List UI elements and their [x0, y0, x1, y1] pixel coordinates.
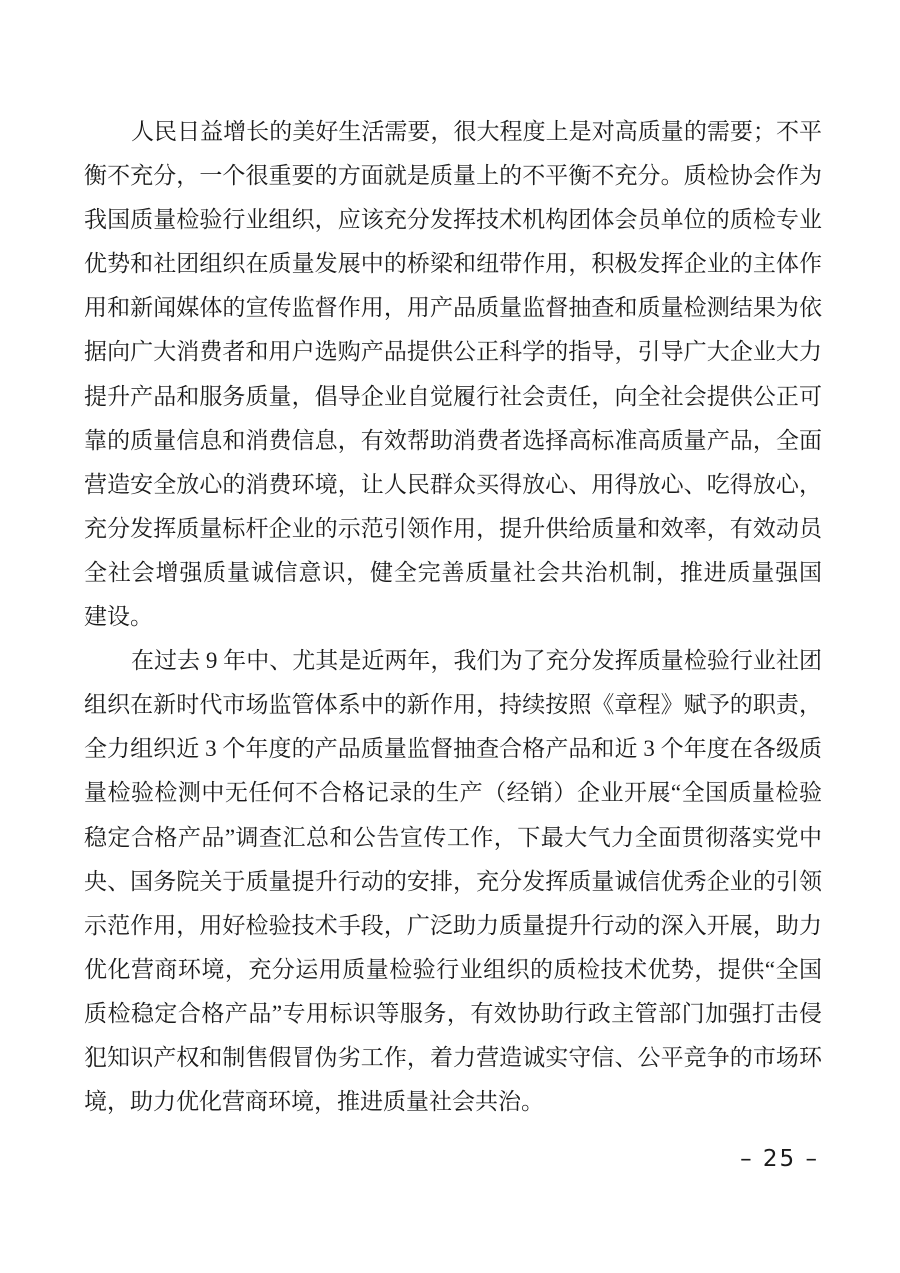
text-line: 在过去 9 年中、尤其是近两年，我们为了充分发挥质量检验行业社团 [131, 648, 822, 674]
text-line: 提升产品和服务质量，倡导企业自觉履行社会责任，向全社会提供公正可 [84, 383, 822, 409]
text-line: 优势和社团组织在质量发展中的桥梁和纽带作用，积极发挥企业的主体作 [84, 251, 822, 277]
text-line: 全力组织近 3 个年度的产品质量监督抽查合格产品和近 3 个年度在各级质 [84, 736, 822, 762]
text-line: 组织在新时代市场监管体系中的新作用，持续按照《章程》赋予的职责， [84, 692, 822, 718]
text-line: 质检稳定合格产品”专用标识等服务，有效协助行政主管部门加强打击侵 [84, 1000, 822, 1026]
text-line: 衡不充分，一个很重要的方面就是质量上的不平衡不充分。质检协会作为 [84, 163, 822, 189]
page-number: – 25 – [740, 1146, 819, 1172]
text-line: 全社会增强质量诚信意识，健全完善质量社会共治机制，推进质量强国 [84, 559, 822, 585]
text-line: 量检验检测中无任何不合格记录的生产（经销）企业开展“全国质量检验 [84, 780, 822, 806]
text-line: 我国质量检验行业组织，应该充分发挥技术机构团体会员单位的质检专业 [84, 207, 822, 233]
text-line: 央、国务院关于质量提升行动的安排，充分发挥质量诚信优秀企业的引领 [84, 868, 822, 894]
text-line: 营造安全放心的消费环境，让人民群众买得放心、用得放心、吃得放心， [84, 471, 822, 497]
text-line: 人民日益增长的美好生活需要，很大程度上是对高质量的需要；不平 [131, 119, 822, 144]
text-line: 优化营商环境，充分运用质量检验行业组织的质检技术优势，提供“全国 [84, 956, 822, 982]
text-line: 靠的质量信息和消费信息，有效帮助消费者选择高标准高质量产品，全面 [84, 427, 822, 453]
text-line: 示范作用，用好检验技术手段，广泛助力质量提升行动的深入开展，助力 [84, 912, 822, 938]
text-line: 充分发挥质量标杆企业的示范引领作用，提升供给质量和效率，有效动员 [84, 515, 822, 541]
text-line: 据向广大消费者和用户选购产品提供公正科学的指导，引导广大企业大力 [84, 339, 822, 365]
text-line: 境，助力优化营商环境，推进质量社会共治。 [84, 1089, 544, 1115]
document-body [84, 110, 822, 1124]
text-line: 犯知识产权和制售假冒伪劣工作，着力营造诚实守信、公平竞争的市场环 [84, 1044, 822, 1070]
text-line: 稳定合格产品”调查汇总和公告宣传工作，下最大气力全面贯彻落实党中 [84, 824, 822, 850]
text-line: 用和新闻媒体的宣传监督作用，用产品质量监督抽查和质量检测结果为依 [84, 295, 822, 321]
text-line: 建设。 [84, 604, 153, 630]
